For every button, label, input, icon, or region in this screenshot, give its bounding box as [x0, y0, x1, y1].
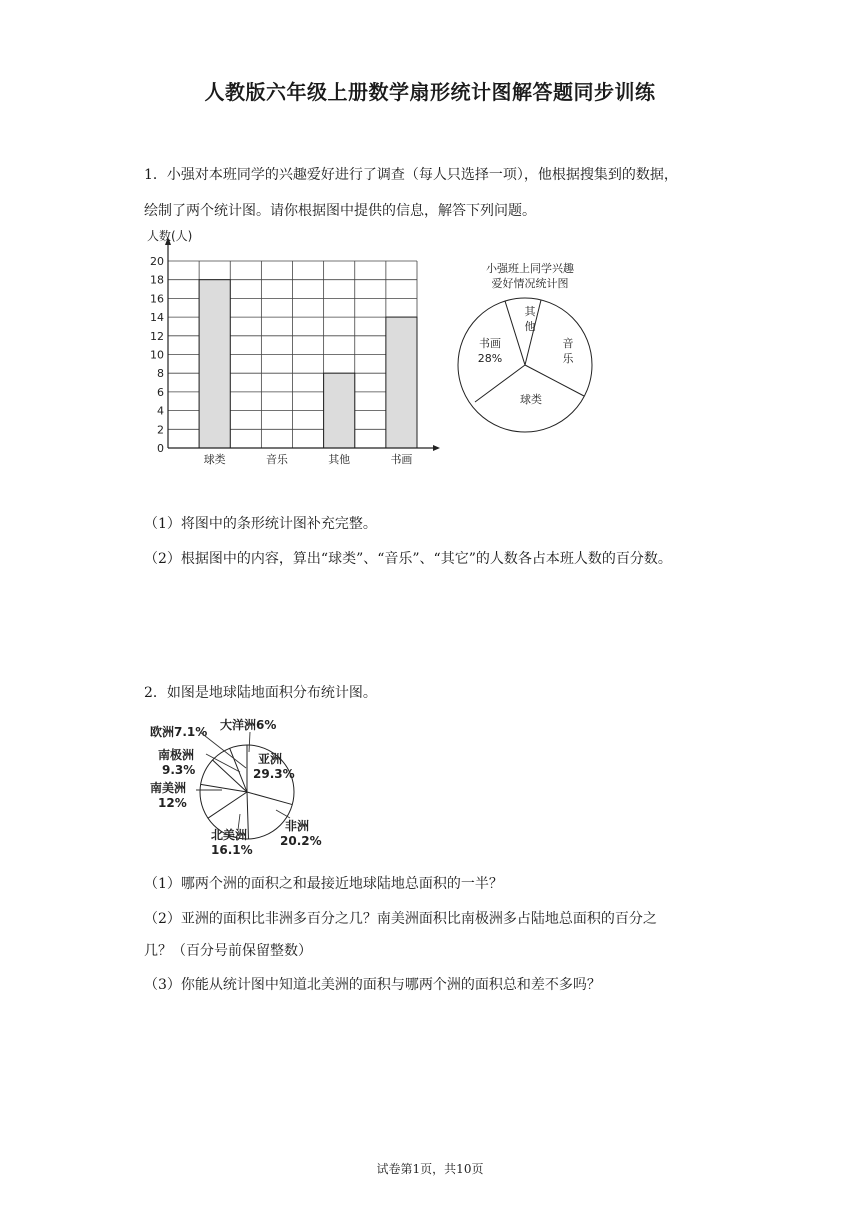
pie1-label-music: 乐 [562, 352, 574, 365]
q2-sub1: （1）哪两个洲的面积之和最接近地球陆地总面积的一半？ [144, 876, 503, 892]
q2-pie-chart [140, 712, 360, 867]
pie1-label-calligraphy: 书画 [479, 337, 501, 350]
x-axis-arrow [433, 445, 440, 451]
y-tick-label: 10 [150, 348, 164, 362]
q1-pie-chart [455, 255, 605, 440]
pie2-label-asia: 亚洲 [258, 752, 283, 766]
bar-chart-ylabel: 人数(人) [147, 229, 193, 243]
y-tick-label: 2 [157, 423, 164, 437]
pie1-label-music: 音 [562, 337, 574, 350]
pie1-label-other: 他 [524, 320, 536, 333]
pie1-title-line2: 爱好情况统计图 [491, 277, 569, 290]
y-tick-label: 14 [150, 311, 164, 325]
y-tick-label: 16 [150, 292, 164, 306]
y-tick-label: 12 [150, 329, 164, 343]
q1-bar-chart [140, 225, 440, 470]
pie2-label-south-america-pct: 12% [158, 796, 187, 810]
q2-sub2-line2: 几？（百分号前保留整数） [144, 943, 312, 959]
pie2-label-oceania: 大洋洲6% [220, 718, 277, 732]
bar [324, 373, 355, 448]
q1-stem-line2: 绘制了两个统计图。请你根据图中提供的信息，解答下列问题。 [144, 203, 536, 219]
pie1-label-calligraphy-pct: 28% [477, 352, 503, 365]
pie2-label-north-america-pct: 16.1% [211, 843, 253, 857]
pie2-label-europe: 欧洲7.1% [150, 725, 208, 739]
q1-stem-line1: 1．小强对本班同学的兴趣爱好进行了调查（每人只选择一项），他根据搜集到的数据， [144, 167, 678, 183]
pie2-label-africa: 非洲 [285, 819, 310, 833]
page-title: 人教版六年级上册数学扇形统计图解答题同步训练 [204, 80, 656, 104]
q1-sub1: （1）将图中的条形统计图补充完整。 [144, 516, 377, 532]
y-tick-label: 8 [157, 367, 164, 381]
pie2-label-antarctica-pct: 9.3% [162, 763, 196, 777]
y-tick-label: 20 [150, 255, 164, 268]
bar-chart-ticks [150, 255, 412, 466]
pie1-label-ball: 球类 [520, 393, 542, 406]
q1-sub2: （2）根据图中的内容，算出“球类”、“音乐”、“其它”的人数各占本班人数的百分数。 [144, 551, 672, 567]
q2-sub3: （3）你能从统计图中知道北美洲的面积与哪两个洲的面积总和差不多吗？ [144, 977, 601, 993]
pie1-label-other: 其 [524, 305, 536, 318]
pie2-label-south-america: 南美洲 [150, 781, 187, 795]
pie2-label-north-america: 北美洲 [211, 828, 248, 842]
y-tick-label: 0 [157, 442, 164, 455]
pie2-label-antarctica: 南极洲 [158, 748, 195, 762]
x-tick-label: 其他 [328, 453, 351, 466]
pie1-title-line1: 小强班上同学兴趣 [486, 262, 574, 275]
bar [386, 317, 417, 448]
x-tick-label: 音乐 [265, 453, 288, 466]
pie2-label-africa-pct: 20.2% [280, 834, 322, 848]
y-tick-label: 4 [157, 404, 164, 418]
bar-chart-bars [199, 280, 417, 448]
bar [199, 280, 230, 448]
q2-sub2-line1: （2）亚洲的面积比非洲多百分之几？南美洲面积比南极洲多占陆地总面积的百分之 [144, 911, 657, 927]
q2-stem: 2．如图是地球陆地面积分布统计图。 [144, 685, 377, 701]
y-tick-label: 6 [157, 385, 164, 399]
y-tick-label: 18 [150, 273, 164, 287]
page-footer: 试卷第1页，共10页 [376, 1162, 484, 1176]
x-tick-label: 书画 [390, 453, 413, 466]
pie2-label-asia-pct: 29.3% [253, 767, 295, 781]
x-tick-label: 球类 [203, 453, 226, 466]
